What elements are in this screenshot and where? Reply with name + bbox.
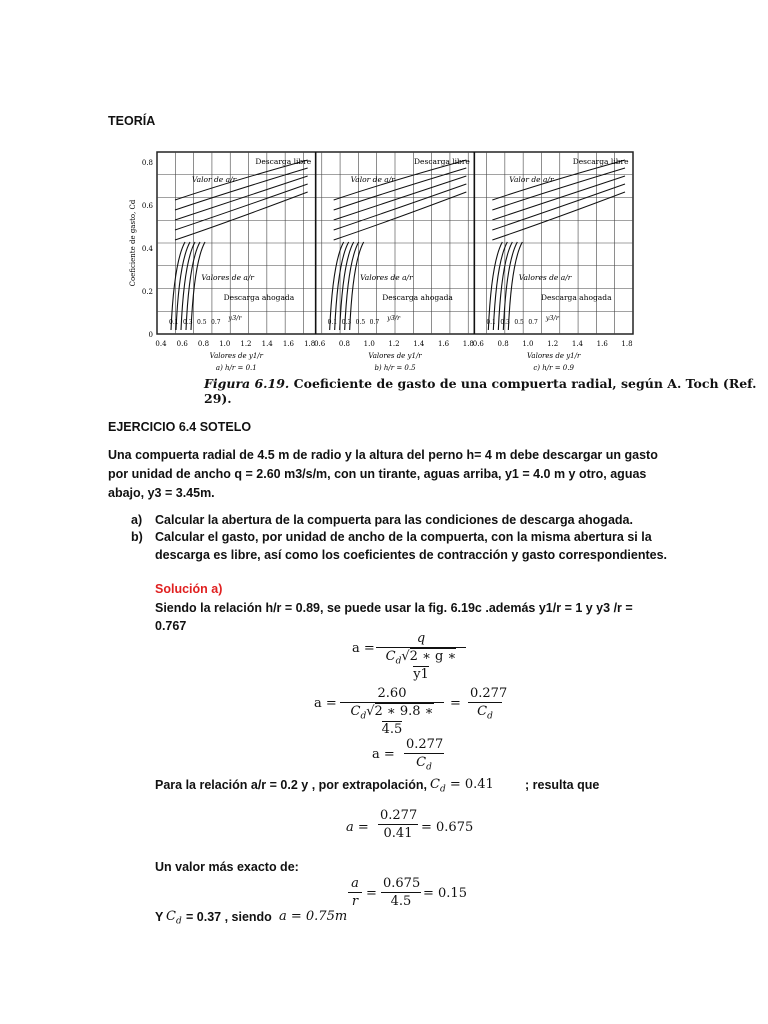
figure-caption [204,376,768,406]
x-tick-label: 0.6 [176,340,188,348]
label-valor-ar: Valor de a/r [191,175,237,184]
item-b-marker: b) [131,530,143,544]
x-tick-label: 0.4 [155,340,167,348]
x-tick-label: 1.4 [413,340,425,348]
y-tick-label: 0 [148,331,153,339]
panel-sublabel: c) h/r = 0.9 [533,364,574,372]
x-tick-label: 1.4 [571,340,584,348]
eq5-eq: = [366,886,377,901]
exact-text: Un valor más exacto de: [155,860,299,874]
x-tick-label: 1.2 [240,340,252,348]
eq4-lhs: a = [346,820,369,835]
eq5-fraction [381,876,421,909]
label-ar-value: 0.3 [183,319,193,326]
eq5-fraction-lhs [348,876,362,909]
x-tick-label: 0.8 [197,340,210,348]
eq2-fraction-2: 0.277 $C_d$ [470,686,508,722]
eq2-num2: 0.277 [470,686,508,701]
x-axis-label: Valores de y1/r [368,352,422,360]
heading: TEORÍA [108,114,156,128]
label-valor-ar: Valor de a/r [509,175,554,184]
final-prefix: Y [155,910,164,924]
x-tick-label: 1.8 [304,340,316,348]
eq2-cd: C [350,704,361,719]
eq4-fraction [378,808,418,841]
item-b-text-1: Calcular el gasto, por unidad de ancho de la compuerta, con la misma abertura si la [155,530,652,544]
solution-intro-1: Siendo la relación h/r = 0.89, se puede usar la fig. 6.19c .además y1/r = 1 y y3 /r = [155,601,633,615]
label-ar-value: 0.7 [211,319,221,326]
eq5-den-l: r [351,894,359,909]
extrap-tail: ; resulta que [525,778,600,792]
eq1-lhs: a = [352,641,375,656]
eq3-num: 0.277 [406,737,444,752]
panel-sublabel: a) h/r = 0.1 [215,364,257,372]
x-tick-label: 1.6 [596,340,608,348]
problem-line-1: Una compuerta radial de 4.5 m de radio y la altura del perno h= 4 m debe descargar un gasto [108,448,658,462]
final-a: a = 0.75m [279,909,348,924]
problem-line-3: abajo, y3 = 3.45m. [108,486,215,500]
figure-caption-text: Coeficiente de gasto de una compuerta radial, según A. Toch (Ref. 29). [204,376,757,406]
x-tick-label: 1.2 [388,340,400,348]
eq5-num-l: a [351,876,359,891]
exercise-title: EJERCICIO 6.4 SOTELO [108,420,252,434]
eq2-rad: 2 ∗ 9.8 ∗ 4.5 [374,704,434,737]
label-descarga-libre: Descarga libre [255,157,312,166]
x-axis-label: Valores de y1/r [527,352,581,360]
x-tick-label: 1.8 [462,340,474,348]
x-tick-label: 1.4 [261,340,273,348]
eq2-lhs: a = [314,696,337,711]
label-valor-ar: Valor de a/r [350,175,395,184]
x-axis-label: Valores de y1/r [209,352,263,360]
eq2-cd-sub: d [360,711,367,722]
figure-caption-prefix: Figura 6.19. [204,376,290,391]
problem-line-2: por unidad de ancho q = 2.60 m3/s/m, con un tirante, aguas arriba, y1 = 4.0 m y otro, aguas [108,467,647,481]
solution-intro-2: 0.767 [155,619,187,633]
y-tick-label: 0.4 [141,245,153,253]
eq5-num: 0.675 [383,876,421,891]
label-ar-value: 0.1 [486,319,496,326]
eq3-den: C [416,755,427,770]
x-tick-label: 0.8 [338,340,351,348]
extrap-math: $C_d = 0.41$ [430,777,494,795]
eq3-fraction: 0.277 $C_d$ [406,737,444,773]
x-tick-label: 0.8 [497,340,509,348]
x-tick-label: 0.6 [314,340,326,348]
label-valores-ar: Valores de a/r [518,273,572,282]
label-valores-ar: Valores de a/r [201,273,255,282]
label-ar-value: 0.7 [369,319,380,326]
panel-sublabel: b) h/r = 0.5 [374,364,416,372]
eq2-eq: = [450,696,461,711]
x-tick-label: 1.0 [219,340,231,348]
label-y3r: y3/r [387,314,401,322]
y-tick-label: 0.6 [141,202,153,210]
eq5-den: 4.5 [390,894,412,909]
x-tick-label: 1.2 [547,340,559,348]
label-descarga-ahogada: Descarga ahogada [382,293,453,302]
x-tick-label: 1.6 [282,340,294,348]
label-y3r: y3/r [228,314,242,322]
y-tick-label: 0.2 [141,288,153,296]
item-a-marker: a) [131,513,143,527]
eq4-rhs: = 0.675 [421,820,474,835]
label-descarga-libre: Descarga libre [414,157,470,166]
label-descarga-libre: Descarga libre [572,157,629,166]
y-tick-label: 0.8 [141,159,153,167]
label-ar-value: 0.3 [341,319,352,326]
eq4-den: 0.41 [383,826,413,841]
eq2-num: 2.60 [377,686,407,701]
label-ar-value: 0.1 [327,319,338,326]
label-ar-value: 0.1 [169,319,179,326]
eq1-cd: C [385,649,396,664]
label-ar-value: 0.5 [514,319,524,326]
x-tick-label: 1.0 [522,340,534,348]
x-tick-label: 0.6 [472,340,484,348]
item-a-text: Calcular la abertura de la compuerta para las condiciones de descarga ahogada. [155,513,633,527]
solution-title: Solución a) [155,582,223,596]
label-ar-value: 0.5 [355,319,366,326]
extrap-text: Para la relación a/r = 0.2 y , por extrapolación, [155,778,427,792]
x-tick-label: 1.6 [437,340,450,348]
label-descarga-ahogada: Descarga ahogada [223,293,295,302]
label-ar-value: 0.3 [500,319,510,326]
eq3-lhs: a = [372,747,395,762]
label-valores-ar: Valores de a/r [360,273,413,282]
extrap-cd: C [430,777,440,792]
label-ar-value: 0.5 [197,319,207,326]
figure-chart [125,134,645,396]
x-tick-label: 1.8 [621,340,633,348]
eq2-fraction: 2.60 $C_d√2$ ∗ 9.8 ∗ 4.5 [340,686,444,737]
eq5-rhs: = 0.15 [423,886,467,901]
y-axis-label: Coeficiente de gasto, Cd [129,199,137,287]
eq2-den2: C [477,704,488,719]
eq1-rad: 2 ∗ g ∗ y1 [409,649,457,682]
label-descarga-ahogada: Descarga ahogada [540,293,612,302]
final-cd: $C_d$ [166,909,182,927]
item-b-text-2: descarga es libre, así como los coeficientes de contracción y gasto correspondientes. [155,548,667,562]
eq1-cd-sub: d [395,656,402,667]
eq1-num: q [416,631,426,646]
extrap-val: = 0.41 [449,777,494,792]
x-tick-label: 1.0 [363,340,375,348]
final-mid: = 0.37 , siendo [186,910,272,924]
label-y3r: y3/r [545,314,559,322]
eq1-fraction: q $C_d√2$ ∗ g ∗ y1 [376,631,466,682]
eq4-num: 0.277 [380,808,418,823]
label-ar-value: 0.7 [528,319,538,326]
